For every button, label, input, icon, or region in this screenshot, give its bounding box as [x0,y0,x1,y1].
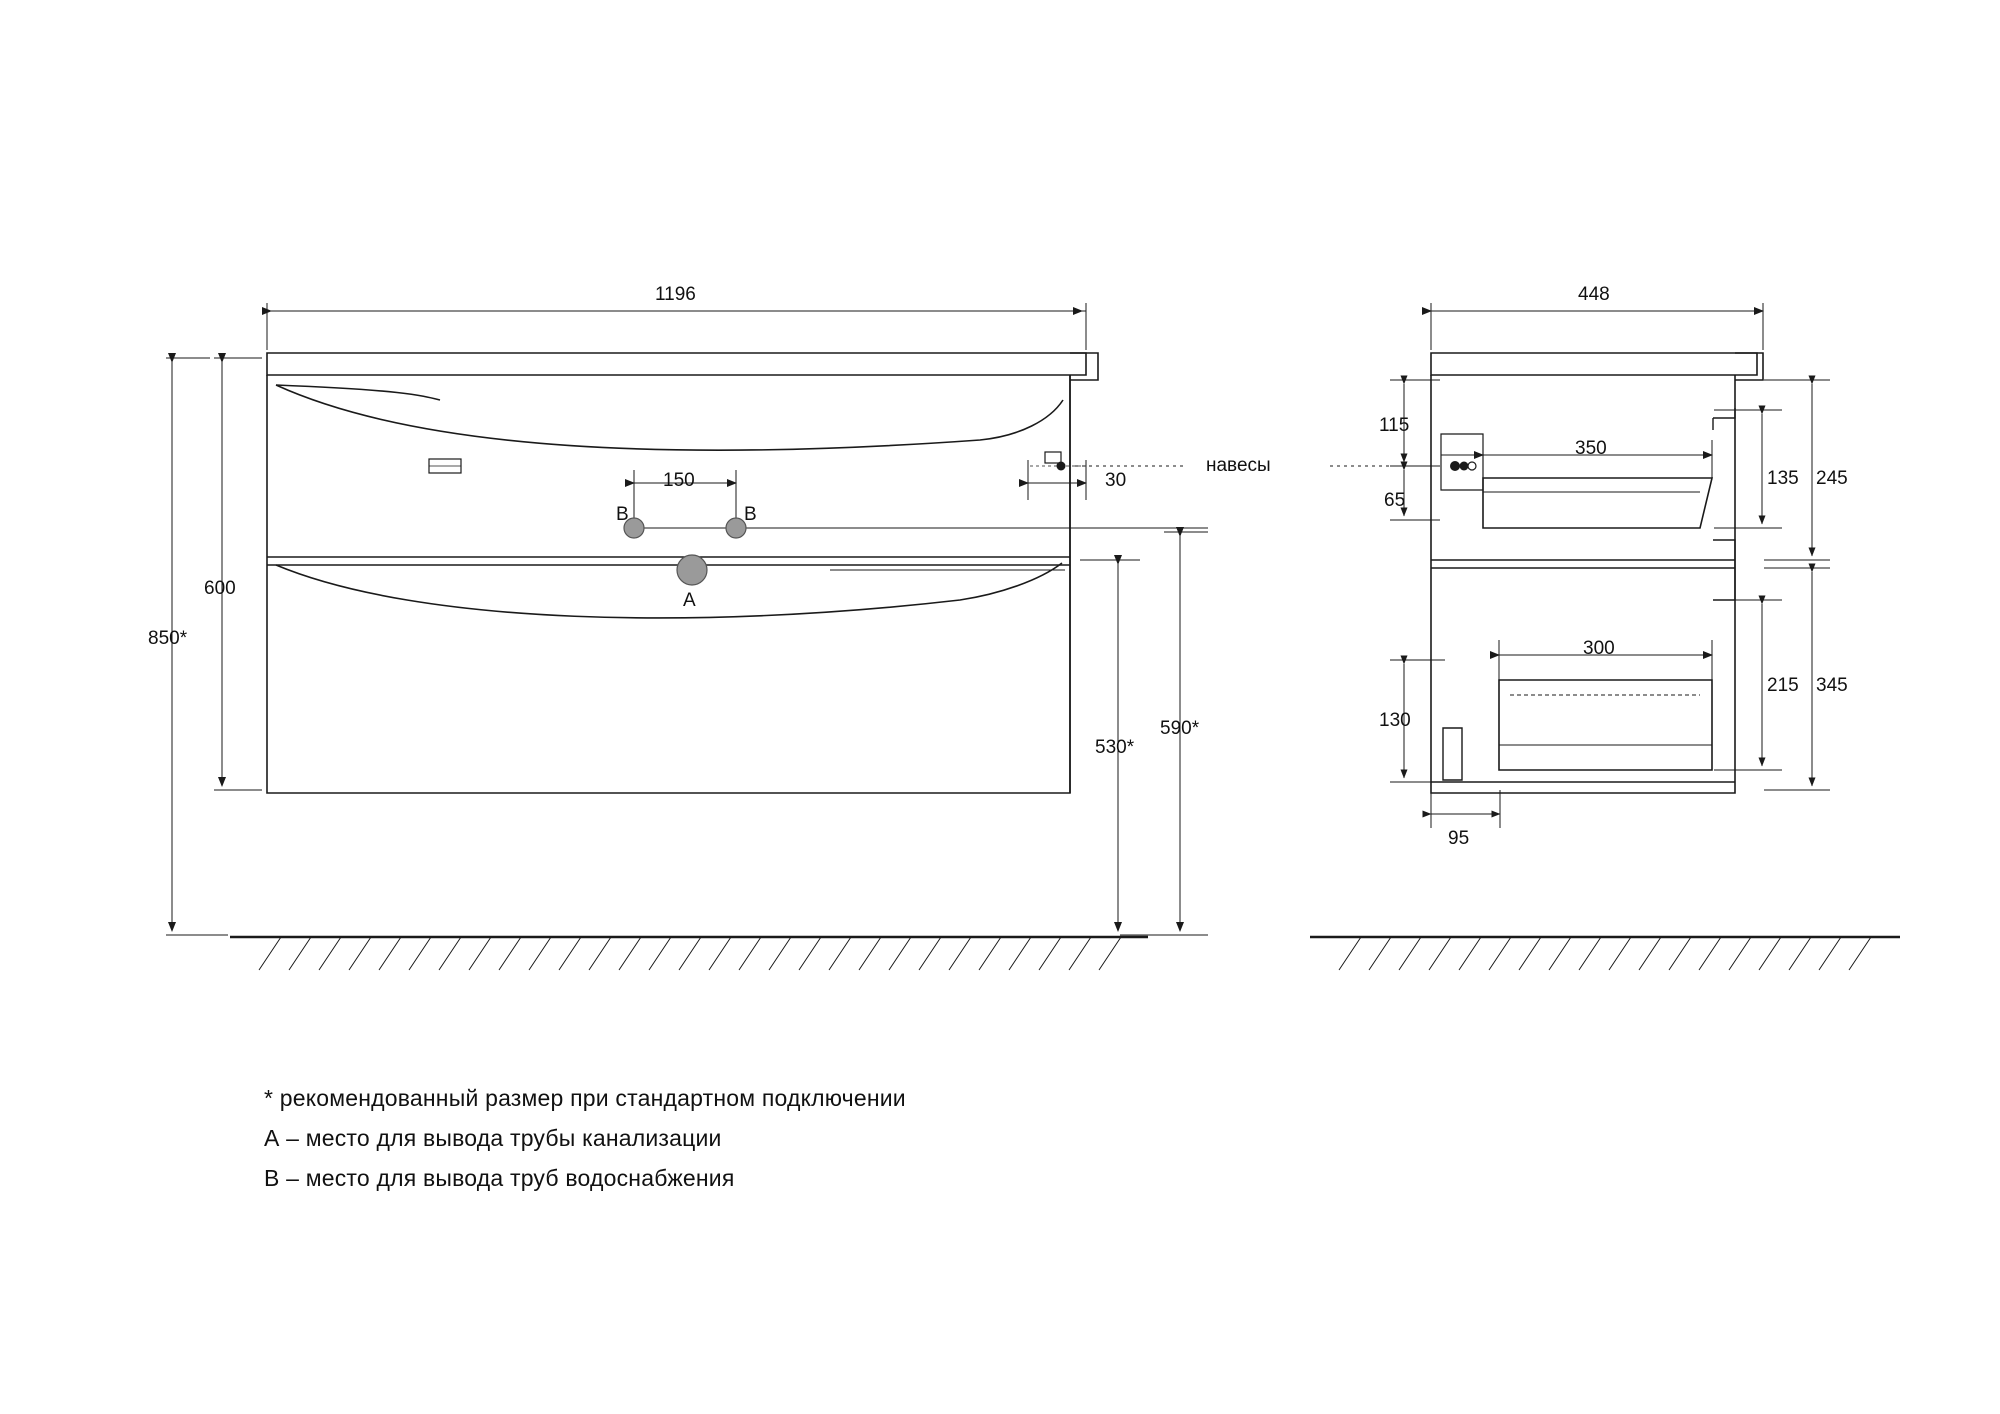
dim-front-drain-height: 530* [1095,737,1135,758]
dim-side-depth: 448 [1578,284,1610,305]
front-detail-marks [429,452,1061,473]
legend-line-2: А – место для вывода трубы канализации [264,1125,722,1151]
marker-label-b-right: B [744,504,757,525]
side-dimensions [1390,303,1830,828]
dim-side-lower-block: 345 [1816,675,1848,696]
marker-label-b-left: B [616,504,629,525]
dim-front-height-body: 600 [204,578,236,599]
dim-side-drawer-bottom-inner: 300 [1583,638,1615,659]
legend-line-3: В – место для вывода труб водоснабжения [264,1165,735,1191]
dim-side-upper-block: 245 [1816,468,1848,489]
front-dimensions [166,303,1208,935]
hinge-label: навесы [1206,455,1271,476]
floor-hatch-front [230,937,1148,970]
legend-line-1: * рекомендованный размер при стандартном подключении [264,1085,906,1111]
dim-side-drawer-bottom-height: 215 [1767,675,1799,696]
dim-front-width: 1196 [655,284,696,305]
dim-front-height-total: 850* [148,628,188,649]
dim-side-hinge-bottom: 65 [1384,490,1406,511]
dim-side-foot-height: 130 [1379,710,1411,731]
dim-front-total-from-floor: 590* [1160,718,1200,739]
side-view-geometry [1431,353,1763,793]
dim-front-edge-offset: 30 [1105,470,1127,491]
dim-side-drawer-top-inner: 350 [1575,438,1607,459]
dim-side-foot-offset: 95 [1448,828,1470,849]
dim-front-basin-offset: 150 [663,470,695,491]
floor-hatch-side [1310,937,1900,970]
marker-label-a: A [683,590,696,611]
dim-side-hinge-top: 115 [1379,415,1410,436]
dim-side-drawer-top-height: 135 [1767,468,1799,489]
